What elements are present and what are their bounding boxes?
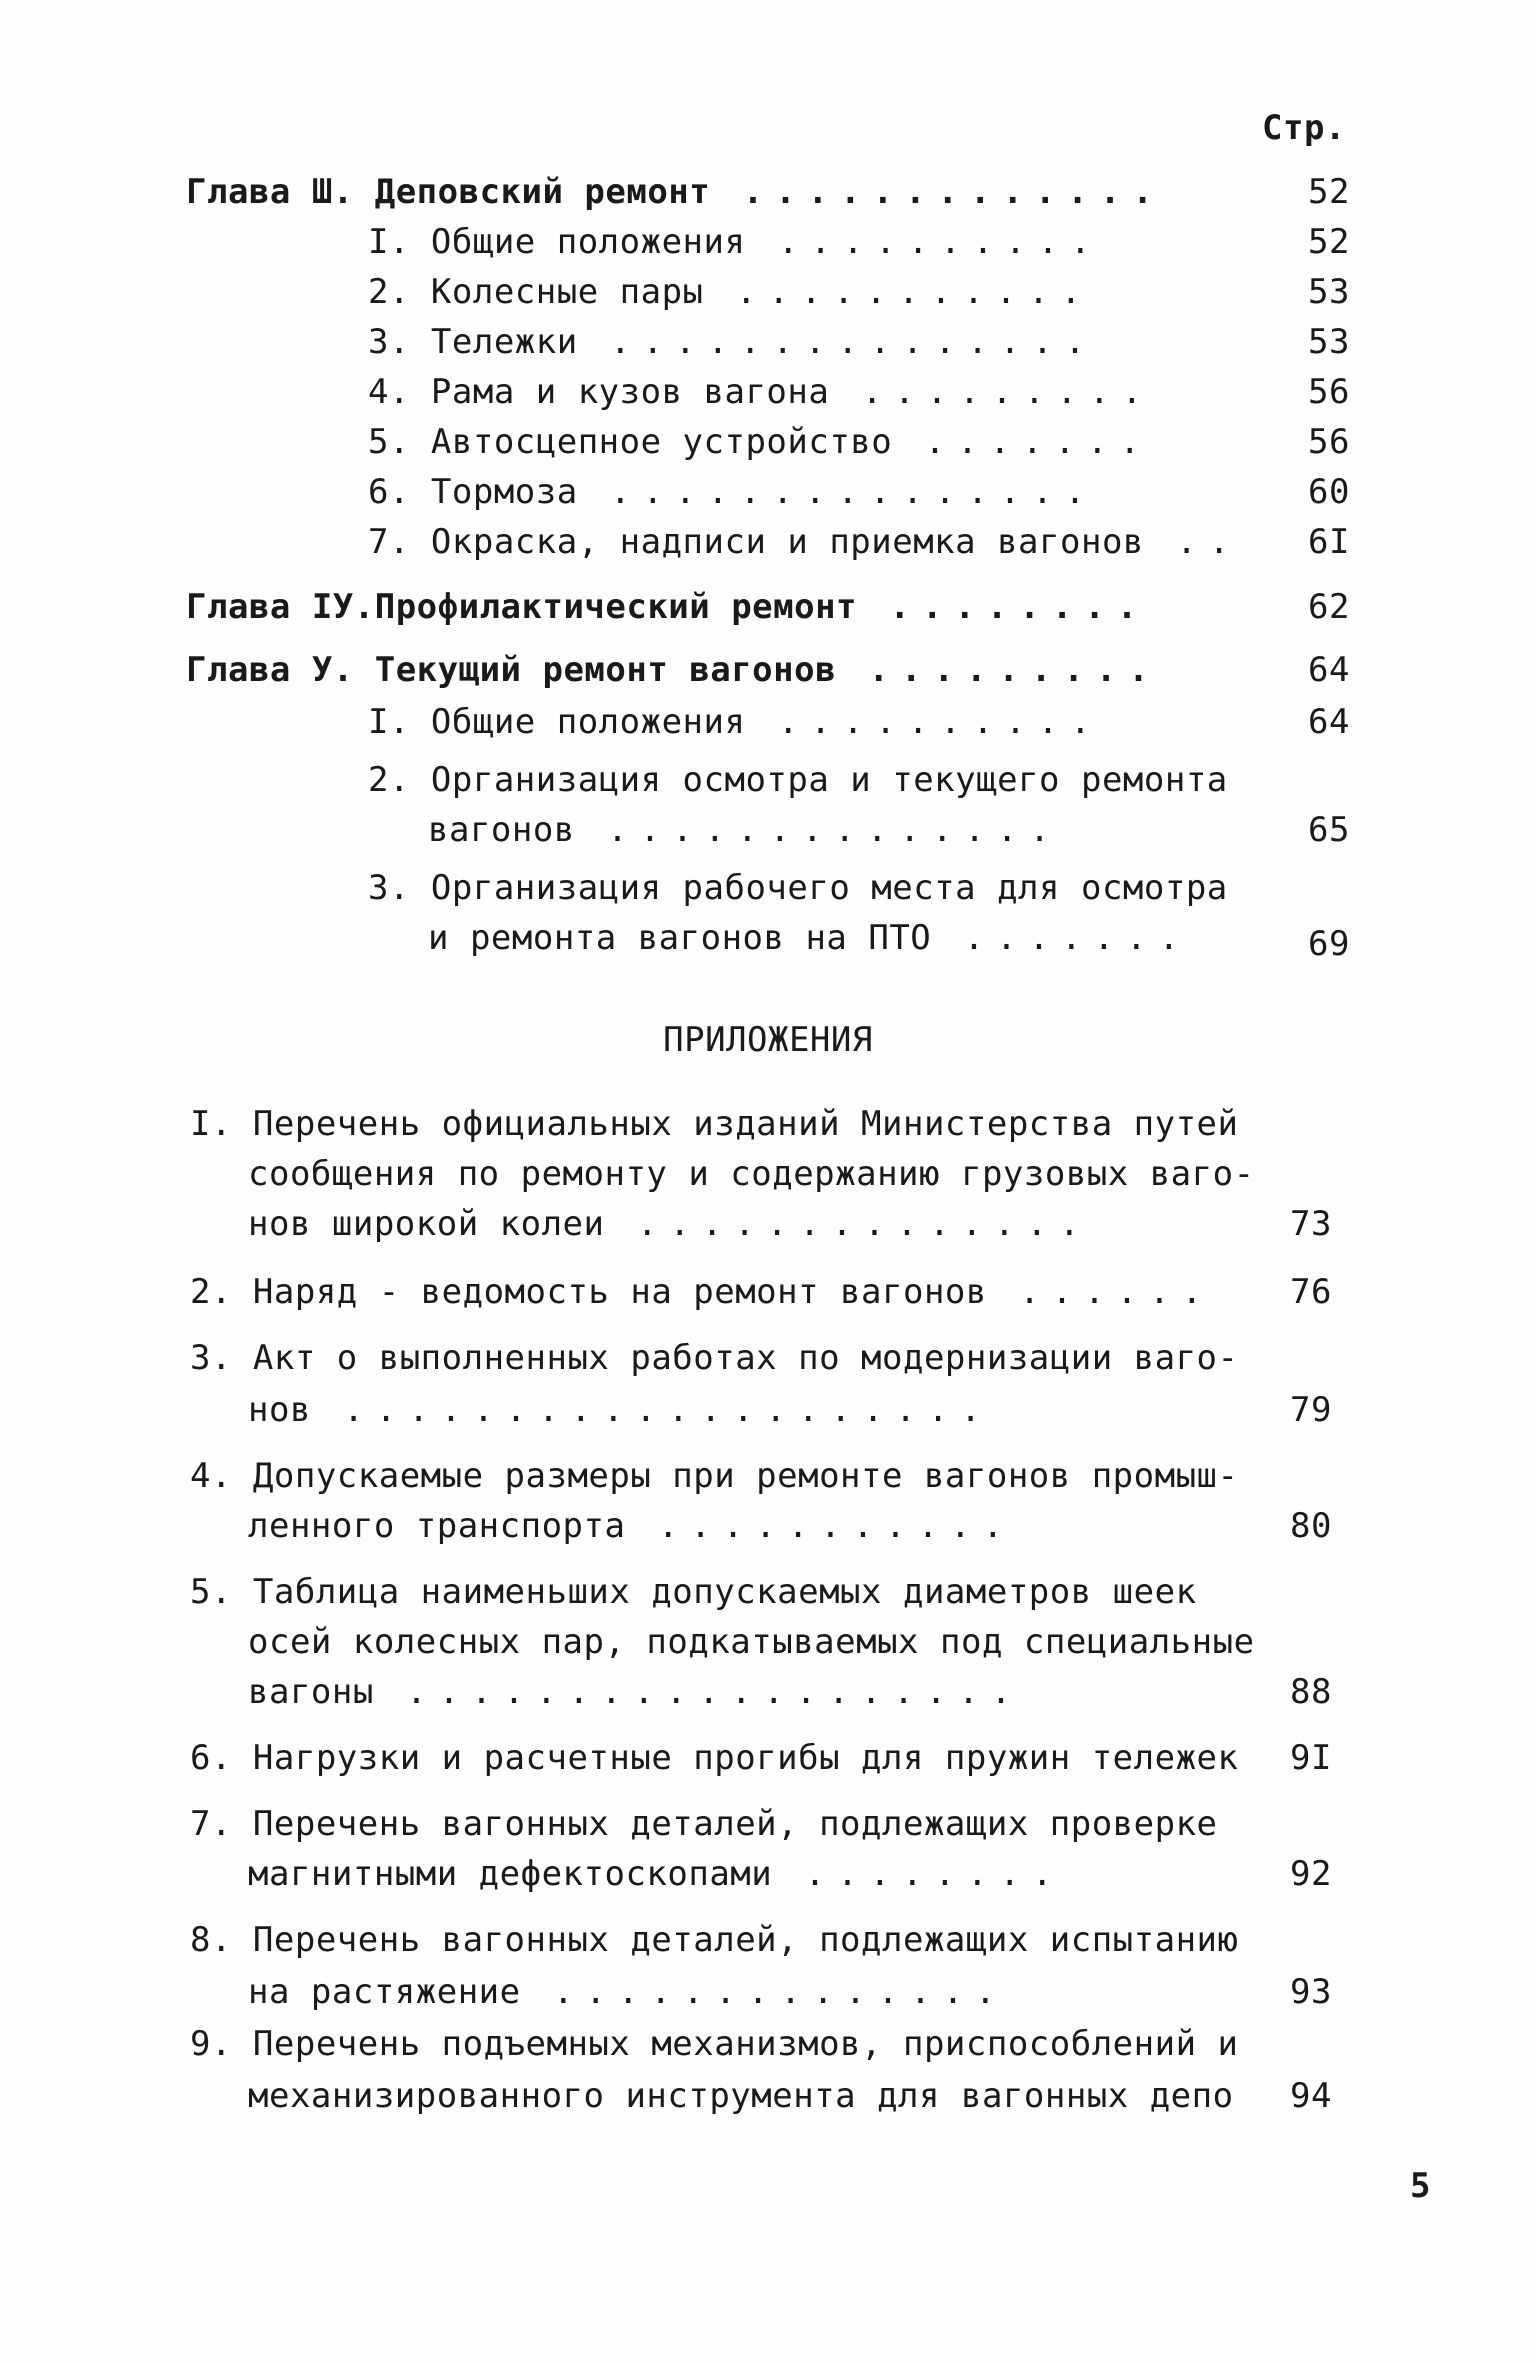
appendix-8-line2: на растяжение .............. — [248, 1972, 1008, 2012]
ch5-item-3-line1: 3. Организация рабочего места для осмотра — [368, 868, 1228, 908]
ch3-item-1: I. Общие положения .......... — [368, 222, 1103, 262]
ch3-item-4: 4. Рама и кузов вагона ......... — [368, 372, 1155, 412]
appendix-5-line1: 5. Таблица наименьших допускаемых диаметров шеек — [190, 1572, 1197, 1612]
appendix-4-page: 80 — [1290, 1506, 1332, 1546]
page-number: 5 — [1410, 2166, 1431, 2206]
ch3-item-3-page: 53 — [1308, 322, 1350, 362]
appendix-5-page: 88 — [1290, 1672, 1332, 1712]
appendix-6-page: 9I — [1290, 1738, 1332, 1778]
appendix-7-line2: магнитными дефектоскопами ........ — [248, 1854, 1065, 1894]
appendix-1-page: 73 — [1290, 1204, 1332, 1244]
appendix-7-page: 92 — [1290, 1854, 1332, 1894]
ch3-item-6: 6. Тормоза ............... — [368, 472, 1098, 512]
appendix-3-line2: нов .................... — [248, 1390, 993, 1430]
ch5-item-2-line1: 2. Организация осмотра и текущего ремонта — [368, 760, 1228, 800]
appendix-2-page: 76 — [1290, 1272, 1332, 1312]
ch5-item-3-line2: и ремонта вагонов на ПТО ....... — [428, 918, 1192, 958]
ch3-item-5: 5. Автосцепное устройство ....... — [368, 422, 1153, 462]
ch5-item-1: I. Общие положения .......... — [368, 702, 1103, 742]
ch3-item-2-page: 53 — [1308, 272, 1350, 312]
ch3-item-5-page: 56 — [1308, 422, 1350, 462]
chapter-4-page: 62 — [1308, 587, 1350, 627]
ch3-item-1-page: 52 — [1308, 222, 1350, 262]
ch5-item-2-page: 65 — [1308, 810, 1350, 850]
ch3-item-7: 7. Окраска, надписи и приемка вагонов .. — [368, 522, 1242, 562]
appendix-4-line1: 4. Допускаемые размеры при ремонте вагонов промыш- — [190, 1456, 1239, 1496]
ch3-item-3: 3. Тележки ............... — [368, 322, 1098, 362]
ch5-item-2-line2: вагонов .............. — [428, 810, 1062, 850]
chapter-4-title: Глава IУ.Профилактический ремонт ........ — [186, 587, 1150, 627]
page-column-header: Стр. — [1262, 108, 1346, 148]
appendix-1-line3: нов широкой колеи .............. — [248, 1204, 1092, 1244]
ch3-item-7-page: 6I — [1308, 522, 1350, 562]
ch5-item-3-page: 69 — [1308, 924, 1350, 964]
appendix-8-line1: 8. Перечень вагонных деталей, подлежащих испытанию — [190, 1920, 1239, 1960]
appendix-1-line1: I. Перечень официальных изданий Министерства путей — [190, 1104, 1239, 1144]
appendix-1-line2: сообщения по ремонту и содержанию грузовых ваго- — [248, 1154, 1255, 1194]
appendix-5-line3: вагоны ................... — [248, 1672, 1024, 1712]
chapter-3-title: Глава Ш. Деповский ремонт ............. — [186, 172, 1165, 212]
appendix-9-page: 94 — [1290, 2076, 1332, 2116]
chapter-5-page: 64 — [1308, 650, 1350, 690]
ch3-item-6-page: 60 — [1308, 472, 1350, 512]
appendix-6-line1: 6. Нагрузки и расчетные прогибы для пружин тележек — [190, 1738, 1239, 1778]
ch3-item-4-page: 56 — [1308, 372, 1350, 412]
ch5-item-1-page: 64 — [1308, 702, 1350, 742]
appendix-9-line1: 9. Перечень подъемных механизмов, приспособлений и — [190, 2024, 1239, 2064]
chapter-3-page: 52 — [1308, 172, 1350, 212]
appendix-9-line2: механизированного инструмента для вагонных депо — [248, 2076, 1234, 2116]
appendix-4-line2: ленного транспорта ........... — [248, 1506, 1016, 1546]
appendix-5-line2: осей колесных пар, подкатываемых под специальные — [248, 1622, 1255, 1662]
appendix-3-line1: 3. Акт о выполненных работах по модернизации ваго- — [190, 1338, 1239, 1378]
appendix-7-line1: 7. Перечень вагонных деталей, подлежащих проверке — [190, 1804, 1218, 1844]
appendix-8-page: 93 — [1290, 1972, 1332, 2012]
appendix-title: ПРИЛОЖЕНИЯ — [663, 1020, 873, 1060]
chapter-5-title: Глава У. Текущий ремонт вагонов ......... — [186, 650, 1161, 690]
ch3-item-2: 2. Колесные пары ........... — [368, 272, 1094, 312]
appendix-2-line1: 2. Наряд - ведомость на ремонт вагонов ...... — [190, 1272, 1215, 1312]
appendix-3-page: 79 — [1290, 1390, 1332, 1430]
